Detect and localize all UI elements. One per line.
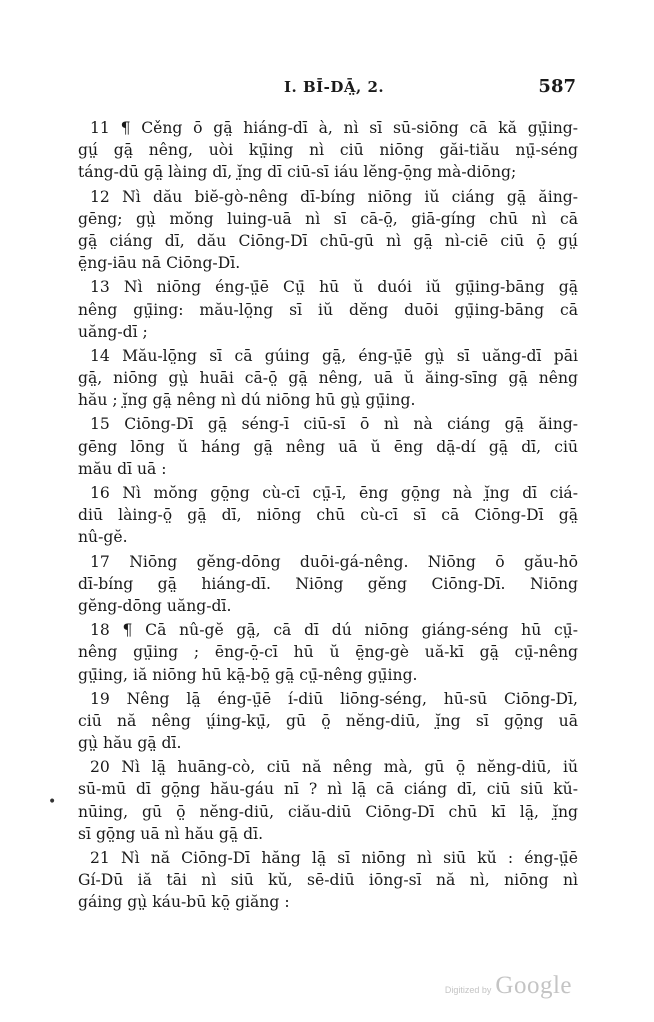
text-line: 12 Nì dău biĕ-gò-nêng dī-bíng niōng iŭ ciáng gā̤ ăing- (90, 187, 578, 206)
text-line: 21 Nì nă Ciōng-Dī hăng lā̤ sī niōng nì siū kŭ : éng-ṳ̄ē (90, 849, 578, 867)
verse-paragraph (78, 482, 578, 549)
text-line: mău dī uā : (78, 459, 167, 478)
text-line: sī gō̤ng uā nì hău gā̤ dī. (78, 824, 264, 843)
text-line: gṳ́ gā̤ nêng, uòi kṳ̄ing nì ciū niōng găi-tiău nṳ̄-séng (78, 141, 578, 160)
verse-paragraph (78, 186, 578, 275)
text-line: gṳ̄ing, iă niōng hū kā̤-bō̤ gā̤ cṳ̄-nêng gṳ̄ing. (78, 665, 418, 684)
text-line: gáing gṳ̀ káu-bū kō̤ giăng : (78, 893, 290, 912)
verse-paragraph (78, 688, 578, 755)
page-number: 587 (538, 76, 576, 97)
text-line: 18 ¶ Cā nû-gĕ gā̤, cā dī dú niōng giáng-séng hū cṳ̄- (90, 621, 578, 640)
body-text (78, 117, 578, 916)
text-line: 14 Mău-lō̤ng sī cā gúing gā̤, éng-ṳ̄ē gṳ̀ sī uăng-dī pāi (90, 346, 578, 365)
watermark-prefix: Digitized by (444, 985, 492, 995)
text-line: 13 Nì niōng éng-ṳ̄ē Cṳ̄ hū ŭ duói iŭ gṳ̄ing-bāng gā̤ (90, 278, 578, 297)
text-line: hău ; ĭ̤ng gā̤ nêng nì dú niōng hū gṳ̀ gṳ̄ing. (78, 391, 416, 410)
text-line: gā̤, niōng gṳ̀ huāi cā-ō̤ gā̤ nêng, uā ŭ ăing-sīng gā̤ nêng (78, 369, 578, 388)
text-line: ē̤ng-iāu nā Ciōng-Dī. (78, 254, 241, 273)
google-logo: Google (495, 972, 572, 999)
text-line: gĕng-dōng uăng-dī. (78, 596, 232, 615)
text-line: gā̤ ciáng dī, dău Ciōng-Dī chū-gū nì gā̤ nì-ciē ciū ō̤ gṳ́ (78, 231, 578, 250)
text-line: nêng gṳ̄ing ; ēng-ō̤-cī hū ŭ ē̤ng-gè uă-kī gā̤ cṳ̄-nêng (78, 643, 578, 662)
page-header (78, 78, 576, 100)
verse-paragraph (78, 276, 578, 343)
text-line: gēng; gṳ̀ mŏng luing-uā nì sī cā-ō̤, giā-gíng chū nì cā (78, 209, 578, 228)
text-line: sū-mū dī gō̤ng hău-gáu nī ? nì lā̤ cā ciáng dī, ciū siū kŭ- (78, 780, 578, 799)
verse-paragraph (78, 551, 578, 618)
verse-paragraph (78, 413, 578, 480)
text-line: Gí-Dū iă tāi nì siū kŭ, sē-diū iōng-sī nă nì, niōng nì (78, 871, 578, 890)
text-line: 17 Niōng gĕng-dōng duōi-gá-nêng. Niōng ō gău-hō (90, 552, 578, 571)
text-line: nūing, gū ō̤ nĕng-diū, ciău-diū Ciōng-Dī chū kī lā̤, ĭ̤ng (78, 802, 578, 821)
verse-paragraph (78, 117, 578, 184)
text-line: uăng-dī ; (78, 322, 148, 341)
text-line: dī-bíng gā̤ hiáng-dī. Niōng gĕng Ciōng-Dī. Niōng (78, 574, 578, 593)
text-line: nû-gĕ. (78, 528, 128, 547)
digitization-watermark (445, 972, 572, 1000)
text-line: 15 Ciōng-Dī gā̤ séng-ī ciū-sī ō nì nà ciáng gā̤ ăing- (90, 415, 578, 434)
verse-paragraph (78, 619, 578, 686)
text-line: 19 Nêng lā̤ éng-ṳ̄ē í-diū liōng-séng, hū-sū Ciōng-Dī, (90, 689, 578, 708)
margin-mark: • (48, 794, 57, 810)
running-head: I. BĪ-DĀ̤, 2. (284, 78, 385, 96)
text-line: nêng gṳ̄ing: mău-lō̤ng sī iŭ dĕng duōi gṳ̄ing-bāng cā (78, 300, 578, 319)
verse-paragraph (78, 345, 578, 412)
text-line: 16 Nì mŏng gō̤ng cù-cī cṳ̄-ī, ēng gō̤ng nà ĭ̤ng dī ciá- (90, 484, 578, 502)
verse-paragraph (78, 756, 578, 845)
text-line: gēng lōng ŭ háng gā̤ nêng uā ŭ ēng dā̤-dí gā̤ dī, ciū (78, 437, 578, 456)
text-line: diū làing-ō̤ gā̤ dī, niōng chū cù-cī sī cā Ciōng-Dī gā̤ (78, 506, 578, 525)
text-line: 11 ¶ Cěng ō gā̤ hiáng-dī à, nì sī sū-siōng cā kă gṳ̄ing- (90, 119, 578, 137)
text-line: ciū nă nêng ṳ́ing-kṳ̄, gū ō̤ nĕng-diū, ĭ̤ng sī gō̤ng uā (78, 711, 578, 730)
verse-paragraph (78, 847, 578, 914)
text-line: 20 Nì lā̤ huāng-cò, ciū nă nêng mà, gū ō̤ nĕng-diū, iŭ (90, 758, 578, 777)
text-line: táng-dū gā̤ làing dī, ĭ̤ng dī ciū-sī iáu lĕng-ō̤ng mà-diōng; (78, 163, 517, 182)
text-line: gṳ̀ hău gā̤ dī. (78, 734, 182, 753)
